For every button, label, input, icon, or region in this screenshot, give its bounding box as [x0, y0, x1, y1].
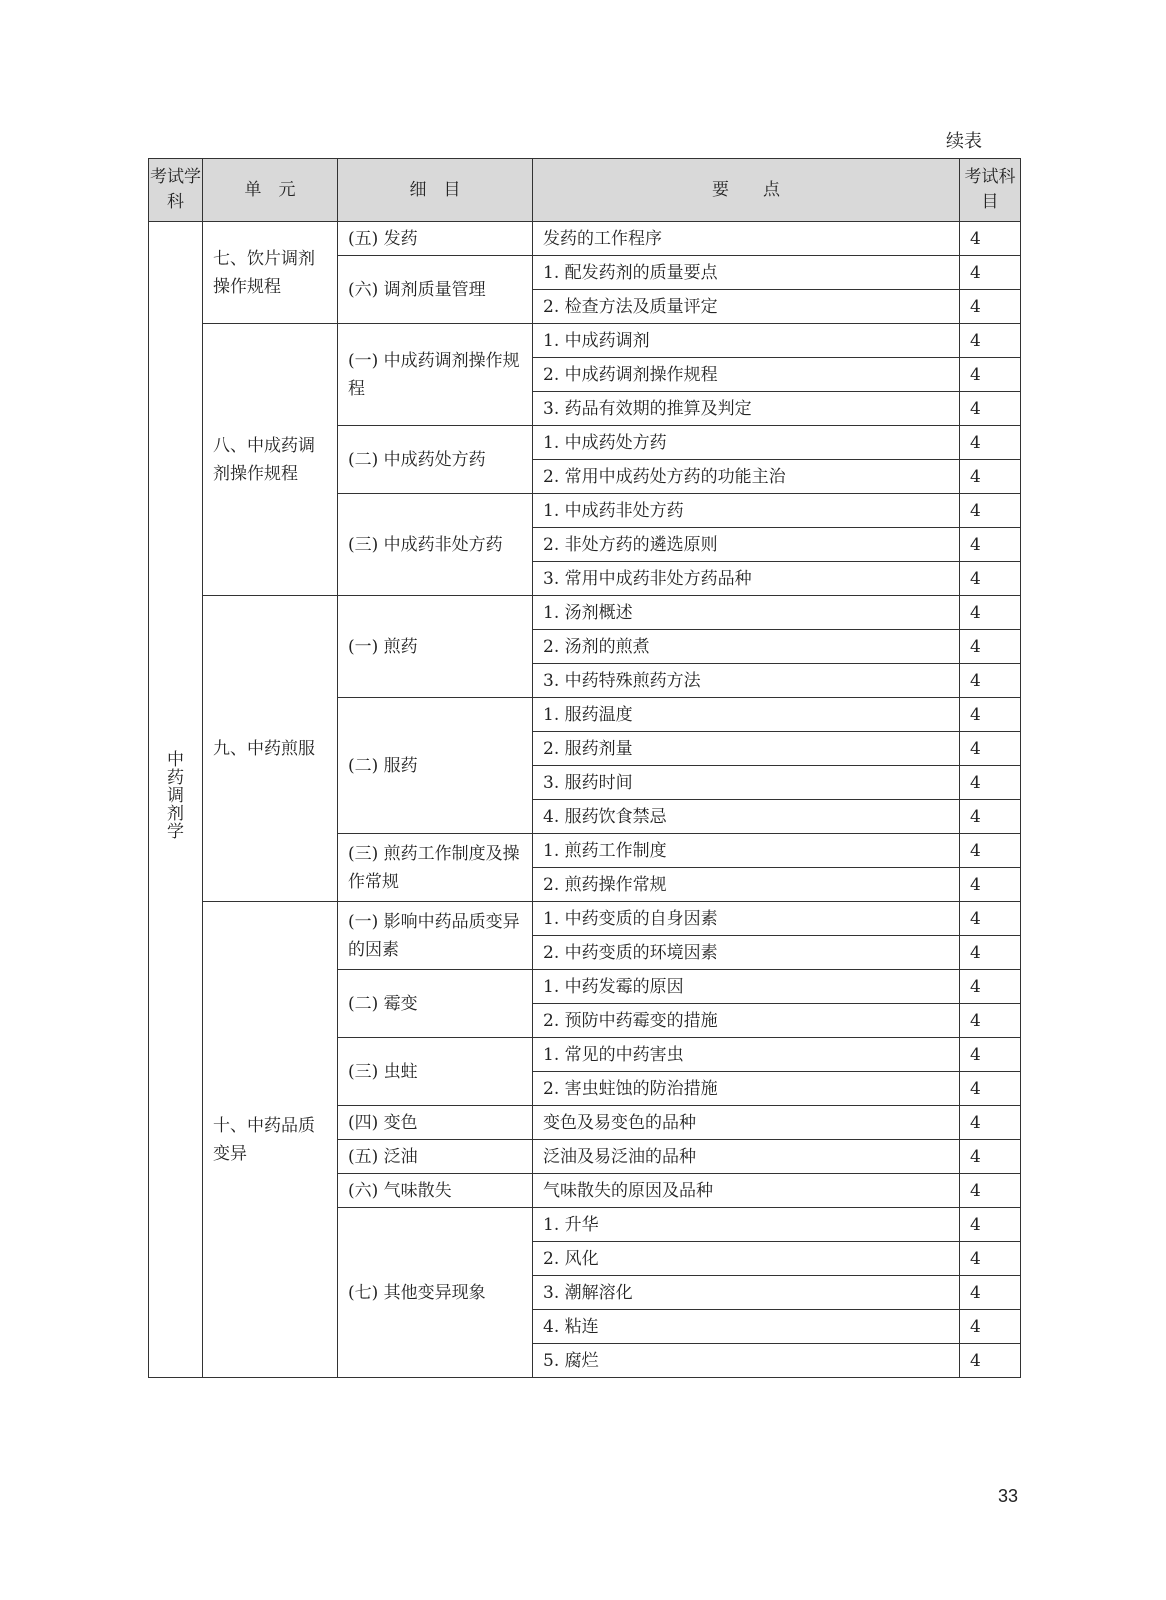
- point-cell: 2. 预防中药霉变的措施: [533, 1004, 960, 1038]
- detail-cell: (三) 煎药工作制度及操作常规: [338, 834, 533, 902]
- point-cell: 4. 粘连: [533, 1310, 960, 1344]
- point-cell: 1. 汤剂概述: [533, 596, 960, 630]
- unit-cell: 八、中成药调剂操作规程: [203, 324, 338, 596]
- level-cell: 4: [960, 698, 1021, 732]
- detail-cell: (五) 泛油: [338, 1140, 533, 1174]
- unit-cell: 九、中药煎服: [203, 596, 338, 902]
- table-row: [149, 902, 1021, 936]
- point-cell: 2. 中药变质的环境因素: [533, 936, 960, 970]
- level-cell: 4: [960, 222, 1021, 256]
- unit-cell: 十、中药品质变异: [203, 902, 338, 1378]
- detail-cell: (七) 其他变异现象: [338, 1208, 533, 1378]
- point-cell: 1. 中成药非处方药: [533, 494, 960, 528]
- subject-cell: [149, 222, 203, 1378]
- level-cell: 4: [960, 324, 1021, 358]
- header-subject: 考试学科: [149, 159, 203, 222]
- point-cell: 5. 腐烂: [533, 1344, 960, 1378]
- subject-label: 中药调剂学: [163, 750, 183, 840]
- point-cell: 3. 药品有效期的推算及判定: [533, 392, 960, 426]
- point-cell: 3. 服药时间: [533, 766, 960, 800]
- level-cell: 4: [960, 664, 1021, 698]
- level-cell: 4: [960, 1038, 1021, 1072]
- detail-cell: (二) 霉变: [338, 970, 533, 1038]
- continued-label: 续表: [946, 131, 982, 152]
- table-row: [149, 324, 1021, 358]
- point-cell: 气味散失的原因及品种: [533, 1174, 960, 1208]
- point-cell: 变色及易变色的品种: [533, 1106, 960, 1140]
- point-cell: 2. 汤剂的煎煮: [533, 630, 960, 664]
- level-cell: 4: [960, 426, 1021, 460]
- detail-cell: (一) 中成药调剂操作规程: [338, 324, 533, 426]
- level-cell: 4: [960, 1276, 1021, 1310]
- level-cell: 4: [960, 1344, 1021, 1378]
- header-unit: 单 元: [203, 159, 338, 222]
- level-cell: 4: [960, 494, 1021, 528]
- point-cell: 2. 风化: [533, 1242, 960, 1276]
- unit-cell: 七、饮片调剂操作规程: [203, 222, 338, 324]
- level-cell: 4: [960, 1072, 1021, 1106]
- level-cell: 4: [960, 902, 1021, 936]
- point-cell: 1. 煎药工作制度: [533, 834, 960, 868]
- detail-cell: (二) 中成药处方药: [338, 426, 533, 494]
- detail-cell: (六) 调剂质量管理: [338, 256, 533, 324]
- point-cell: 1. 中成药调剂: [533, 324, 960, 358]
- page-number: 33: [998, 1486, 1019, 1506]
- detail-cell: (一) 煎药: [338, 596, 533, 698]
- header-points: 要 点: [533, 159, 960, 222]
- header-detail: 细 目: [338, 159, 533, 222]
- point-cell: 2. 常用中成药处方药的功能主治: [533, 460, 960, 494]
- point-cell: 1. 升华: [533, 1208, 960, 1242]
- level-cell: 4: [960, 1242, 1021, 1276]
- detail-cell: (三) 虫蛀: [338, 1038, 533, 1106]
- point-cell: 3. 中药特殊煎药方法: [533, 664, 960, 698]
- level-cell: 4: [960, 1106, 1021, 1140]
- table-row: [149, 222, 1021, 256]
- level-cell: 4: [960, 290, 1021, 324]
- point-cell: 2. 检查方法及质量评定: [533, 290, 960, 324]
- point-cell: 1. 中药变质的自身因素: [533, 902, 960, 936]
- point-cell: 2. 非处方药的遴选原则: [533, 528, 960, 562]
- level-cell: 4: [960, 1174, 1021, 1208]
- point-cell: 1. 服药温度: [533, 698, 960, 732]
- detail-cell: (四) 变色: [338, 1106, 533, 1140]
- point-cell: 1. 中药发霉的原因: [533, 970, 960, 1004]
- point-cell: 1. 常见的中药害虫: [533, 1038, 960, 1072]
- level-cell: 4: [960, 1004, 1021, 1038]
- level-cell: 4: [960, 1208, 1021, 1242]
- detail-cell: (三) 中成药非处方药: [338, 494, 533, 596]
- point-cell: 2. 煎药操作常规: [533, 868, 960, 902]
- level-cell: 4: [960, 732, 1021, 766]
- level-cell: 4: [960, 460, 1021, 494]
- level-cell: 4: [960, 868, 1021, 902]
- syllabus-table: [148, 158, 1021, 1378]
- level-cell: 4: [960, 596, 1021, 630]
- level-cell: 4: [960, 834, 1021, 868]
- point-cell: 3. 常用中成药非处方药品种: [533, 562, 960, 596]
- level-cell: 4: [960, 1310, 1021, 1344]
- point-cell: 3. 潮解溶化: [533, 1276, 960, 1310]
- point-cell: 2. 服药剂量: [533, 732, 960, 766]
- detail-cell: (六) 气味散失: [338, 1174, 533, 1208]
- point-cell: 发药的工作程序: [533, 222, 960, 256]
- table-row: [149, 596, 1021, 630]
- level-cell: 4: [960, 528, 1021, 562]
- point-cell: 泛油及易泛油的品种: [533, 1140, 960, 1174]
- level-cell: 4: [960, 970, 1021, 1004]
- point-cell: 1. 配发药剂的质量要点: [533, 256, 960, 290]
- point-cell: 1. 中成药处方药: [533, 426, 960, 460]
- level-cell: 4: [960, 766, 1021, 800]
- level-cell: 4: [960, 358, 1021, 392]
- point-cell: 2. 中成药调剂操作规程: [533, 358, 960, 392]
- level-cell: 4: [960, 562, 1021, 596]
- level-cell: 4: [960, 256, 1021, 290]
- detail-cell: (一) 影响中药品质变异的因素: [338, 902, 533, 970]
- level-cell: 4: [960, 800, 1021, 834]
- header-row: [149, 159, 1021, 222]
- level-cell: 4: [960, 1140, 1021, 1174]
- level-cell: 4: [960, 392, 1021, 426]
- point-cell: 2. 害虫蛀蚀的防治措施: [533, 1072, 960, 1106]
- detail-cell: (五) 发药: [338, 222, 533, 256]
- level-cell: 4: [960, 936, 1021, 970]
- point-cell: 4. 服药饮食禁忌: [533, 800, 960, 834]
- level-cell: 4: [960, 630, 1021, 664]
- header-level: 考试科目: [960, 159, 1021, 222]
- detail-cell: (二) 服药: [338, 698, 533, 834]
